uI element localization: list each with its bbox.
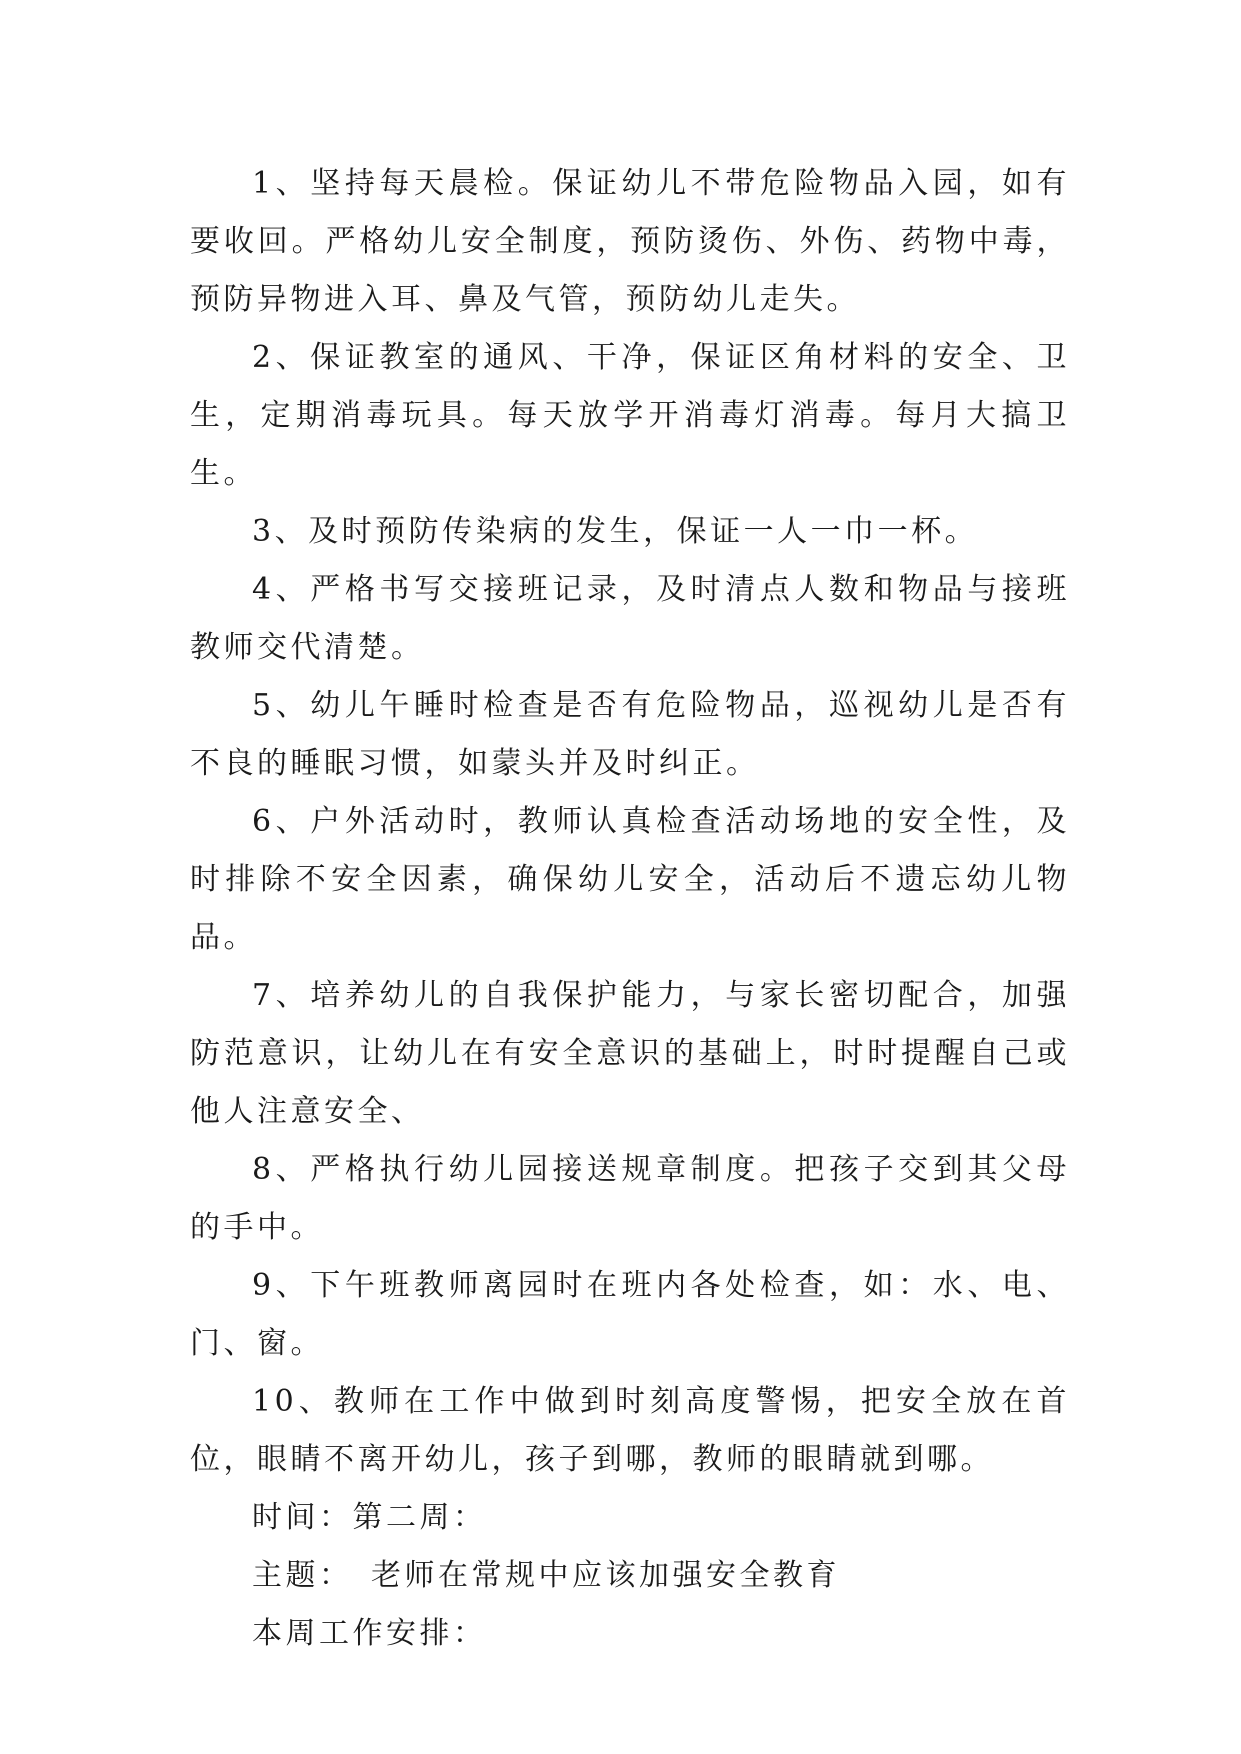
paragraph-item-8: 8、严格执行幼儿园接送规章制度。把孩子交到其父母的手中。	[190, 1152, 1070, 1245]
time-line: 时间：第二周：	[252, 1500, 487, 1535]
document-body	[190, 155, 1070, 1663]
paragraph-item-1: 1、坚持每天晨检。保证幼儿不带危险物品入园，如有要收回。严格幼儿安全制度，预防烫伤、外伤、药物中毒，预防异物进入耳、鼻及气管，预防幼儿走失。	[190, 166, 1070, 317]
paragraph-item-9: 9、下午班教师离园时在班内各处检查，如：水、电、门、窗。	[190, 1268, 1070, 1361]
weekly-plan-heading: 本周工作安排：	[252, 1616, 487, 1651]
paragraph-item-2: 2、保证教室的通风、干净，保证区角材料的安全、卫生，定期消毒玩具。每天放学开消毒灯消毒。每月大搞卫生。	[190, 340, 1070, 491]
paragraph-item-5: 5、幼儿午睡时检查是否有危险物品，巡视幼儿是否有不良的睡眠习惯，如蒙头并及时纠正。	[190, 688, 1070, 781]
paragraph-item-6: 6、户外活动时，教师认真检查活动场地的安全性，及时排除不安全因素，确保幼儿安全，活动后不遗忘幼儿物品。	[190, 804, 1070, 955]
theme-line: 主题： 老师在常规中应该加强安全教育	[252, 1558, 840, 1593]
paragraph-item-10: 10、教师在工作中做到时刻高度警惕，把安全放在首位，眼睛不离开幼儿，孩子到哪，教师的眼睛就到哪。	[190, 1384, 1070, 1477]
paragraph-item-7: 7、培养幼儿的自我保护能力，与家长密切配合，加强防范意识，让幼儿在有安全意识的基础上，时时提醒自己或他人注意安全、	[190, 978, 1070, 1129]
paragraph-item-3: 3、及时预防传染病的发生，保证一人一巾一杯。	[252, 514, 979, 549]
paragraph-item-4: 4、严格书写交接班记录，及时清点人数和物品与接班教师交代清楚。	[190, 572, 1070, 665]
